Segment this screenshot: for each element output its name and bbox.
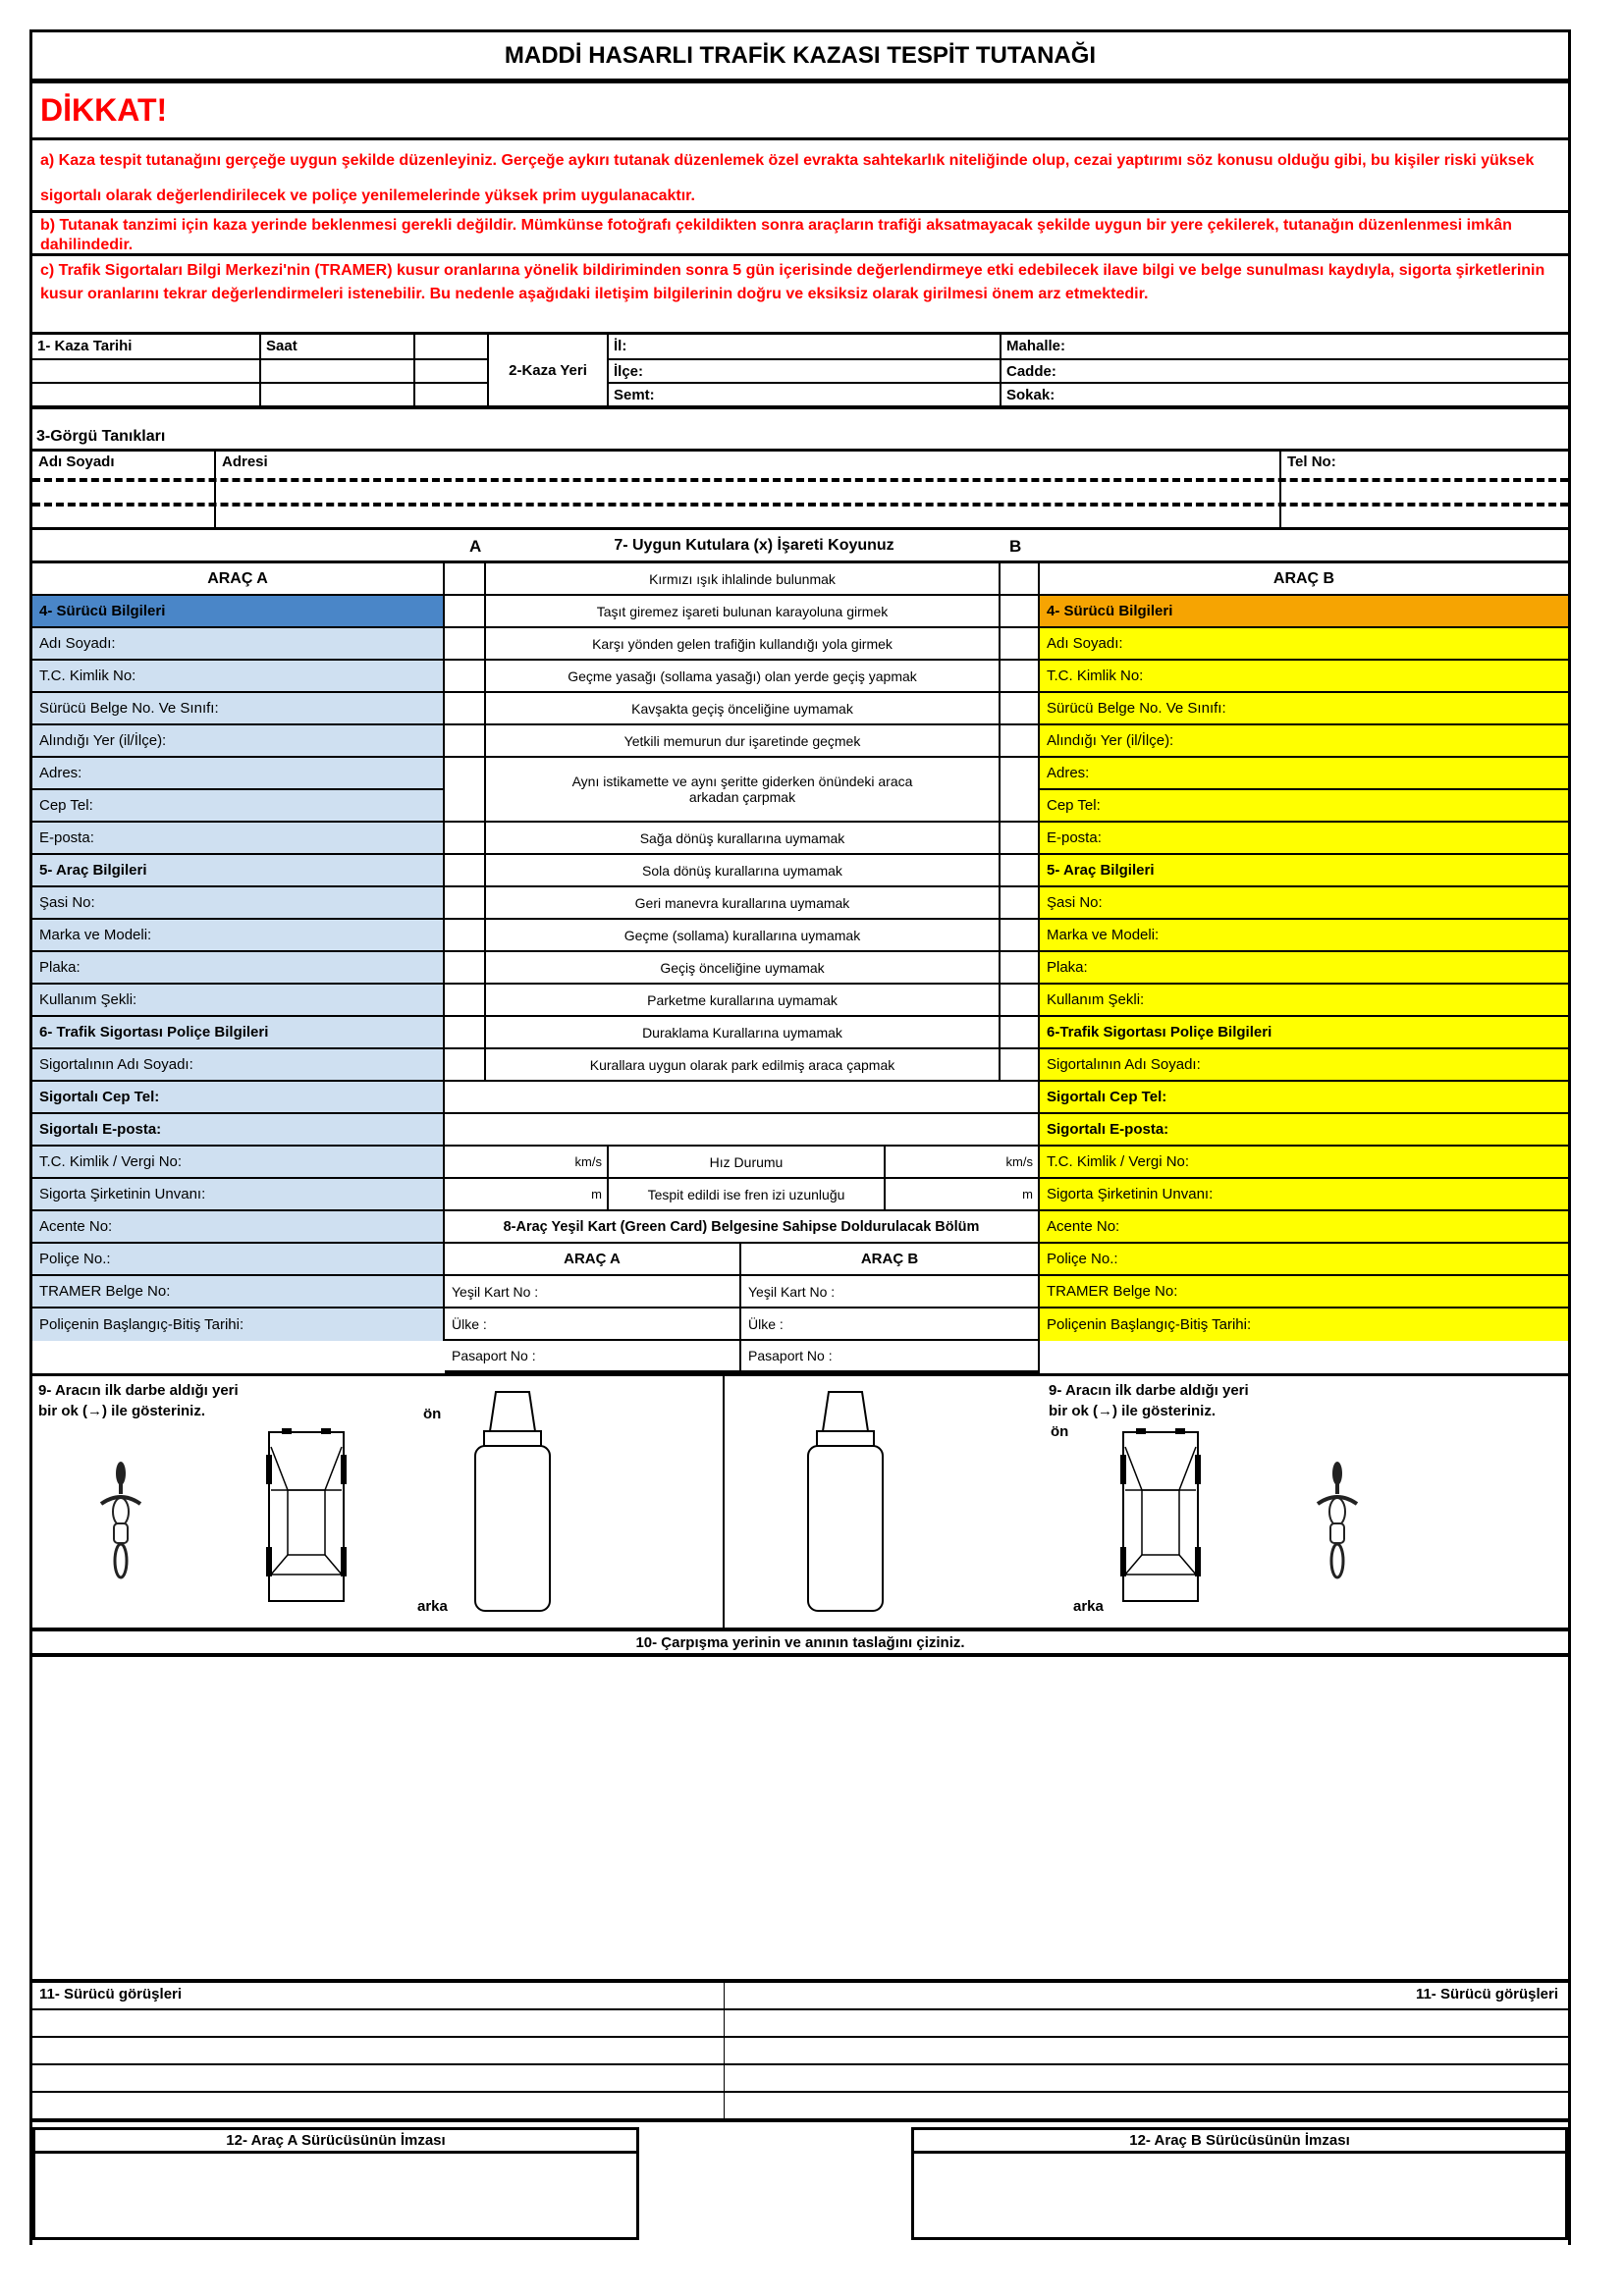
infraction-checkbox-a[interactable]	[445, 1017, 486, 1047]
field-row[interactable]: Poliçenin Başlangıç-Bitiş Tarihi:	[32, 1308, 443, 1341]
field-row[interactable]: Acente No:	[32, 1211, 443, 1244]
speed-a-input[interactable]: km/s	[445, 1147, 609, 1177]
column-b-letter: B	[1009, 537, 1022, 556]
infraction-row	[445, 985, 1038, 1017]
opinion-b-line[interactable]	[725, 2010, 1568, 2036]
field-row[interactable]: Adı Soyadı:	[1040, 628, 1568, 661]
witness-row-1	[32, 478, 1568, 503]
signature-b-block	[911, 2127, 1568, 2240]
field-row[interactable]: T.C. Kimlik No:	[32, 661, 443, 693]
accident-date-input[interactable]	[32, 358, 259, 382]
accident-time-label: Saat	[266, 338, 298, 354]
infraction-label: Kırmızı ışık ihlalinde bulunmak	[486, 563, 999, 594]
field-row[interactable]: Sigorta Şirketinin Unvanı:	[32, 1179, 443, 1211]
field-row[interactable]: Adı Soyadı:	[32, 628, 443, 661]
car-top-icon[interactable]	[266, 1427, 347, 1606]
country-a-field[interactable]: Ülke :	[445, 1308, 741, 1339]
infraction-checkbox-b[interactable]	[999, 628, 1038, 659]
field-row[interactable]: Sigortalı E-posta:	[32, 1114, 443, 1147]
warning-heading: DİKKAT!	[32, 83, 1568, 140]
opinion-b-line[interactable]	[725, 2038, 1568, 2063]
section-row: 6-Trafik Sigortası Poliçe Bilgileri	[1040, 1017, 1568, 1049]
passport-a-field[interactable]: Pasaport No :	[445, 1341, 741, 1370]
infraction-row	[445, 661, 1038, 693]
accident-date-column	[32, 335, 261, 405]
infraction-row	[445, 596, 1038, 628]
field-row[interactable]: Şasi No:	[32, 887, 443, 920]
field-row[interactable]: E-posta:	[32, 823, 443, 855]
opinions-heading-b: 11- Sürücü görüşleri	[1415, 1986, 1558, 2002]
infraction-checkbox-a[interactable]	[445, 823, 486, 853]
impact-section	[32, 1376, 1568, 1628]
middle-column	[445, 563, 1040, 1373]
field-row[interactable]: Marka ve Modeli:	[1040, 920, 1568, 952]
skid-label: Tespit edildi ise fren izi uzunluğu	[609, 1179, 886, 1209]
field-row[interactable]: T.C. Kimlik / Vergi No:	[1040, 1147, 1568, 1179]
infraction-checkbox-b[interactable]	[999, 596, 1038, 626]
field-row[interactable]: TRAMER Belge No:	[1040, 1276, 1568, 1308]
infraction-checkbox-b[interactable]	[999, 887, 1038, 918]
checkbox-instruction: 7- Uygun Kutulara (x) İşareti Koyunuz	[614, 537, 894, 554]
infraction-checkbox-a[interactable]	[445, 628, 486, 659]
infraction-checkbox-a[interactable]	[445, 596, 486, 626]
sketch-area[interactable]	[32, 1657, 1568, 1983]
field-row[interactable]: Adres:	[32, 758, 443, 790]
infraction-checkbox-b[interactable]	[999, 952, 1038, 983]
accident-date-input-2[interactable]	[32, 382, 259, 405]
witness-phone-header: Tel No:	[1287, 454, 1336, 470]
section-row: 6- Trafik Sigortası Poliçe Bilgileri	[32, 1017, 443, 1049]
infraction-checkbox-a[interactable]	[445, 758, 486, 821]
accident-spacer-column	[415, 335, 489, 405]
field-row[interactable]: Adres:	[1040, 758, 1568, 790]
infraction-checkbox-b[interactable]	[999, 661, 1038, 691]
infractions-list	[445, 563, 1038, 1082]
field-row[interactable]: Acente No:	[1040, 1211, 1568, 1244]
accident-place-label: 2-Kaza Yeri	[489, 335, 609, 405]
sketch-heading: 10- Çarpışma yerinin ve anının taslağını çiziniz.	[32, 1628, 1568, 1657]
opinions-section	[32, 1983, 1568, 2122]
signature-a-box[interactable]	[32, 2154, 639, 2240]
greencard-no-b-field[interactable]: Yeşil Kart No :	[748, 1283, 836, 1300]
infraction-checkbox-b[interactable]	[999, 823, 1038, 853]
field-row[interactable]: Plaka:	[32, 952, 443, 985]
field-row[interactable]: Sigortalı Cep Tel:	[1040, 1082, 1568, 1114]
field-row[interactable]: Alındığı Yer (il/İlçe):	[32, 725, 443, 758]
infraction-label: Geri manevra kurallarına uymamak	[486, 887, 999, 918]
infraction-label: Geçiş önceliğine uymamak	[486, 952, 999, 983]
motorcycle-top-icon[interactable]	[97, 1461, 144, 1584]
field-row[interactable]: Sigortalı E-posta:	[1040, 1114, 1568, 1147]
opinion-a-line[interactable]	[32, 2038, 725, 2063]
signature-b-heading: 12- Araç B Sürücüsünün İmzası	[911, 2127, 1568, 2154]
greencard-heading: 8-Araç Yeşil Kart (Green Card) Belgesine Sahipse Doldurulacak Bölüm	[445, 1211, 1038, 1244]
car-top-icon[interactable]	[1120, 1427, 1201, 1606]
infraction-checkbox-a[interactable]	[445, 725, 486, 756]
infraction-checkbox-b[interactable]	[999, 758, 1038, 821]
opinion-a-line[interactable]	[32, 2010, 725, 2036]
infraction-label: Karşı yönden gelen trafiğin kullandığı yola girmek	[486, 628, 999, 659]
field-row[interactable]: E-posta:	[1040, 823, 1568, 855]
accident-time-input-2[interactable]	[261, 382, 413, 405]
place-il-field[interactable]: İl:	[614, 338, 627, 354]
vehicle-a-column	[32, 563, 445, 1341]
witness-address-input[interactable]	[216, 482, 1281, 503]
signatures-section	[32, 2122, 1568, 2245]
witness-row-2	[32, 503, 1568, 527]
field-row[interactable]: Marka ve Modeli:	[32, 920, 443, 952]
field-row[interactable]: Sigortalının Adı Soyadı:	[32, 1049, 443, 1082]
field-row[interactable]: Kullanım Şekli:	[32, 985, 443, 1017]
speed-row	[445, 1147, 1038, 1179]
witness-header-row	[32, 452, 1568, 478]
warning-note-b: b) Tutanak tanzimi için kaza yerinde beklenmesi gerekli değildir. Mümkünse fotoğrafı çekildikten sonra araçların trafiği aksatmayacak şekilde uygun bir yere çekilerek, tutanağın düzenlenmesi imkân dahilindedir.	[32, 213, 1568, 256]
opinion-a-line[interactable]	[32, 2065, 725, 2091]
infraction-row	[445, 855, 1038, 887]
place-mahalle-field[interactable]: Mahalle:	[1006, 338, 1066, 354]
field-row[interactable]: Kullanım Şekli:	[1040, 985, 1568, 1017]
skid-b-input[interactable]: m	[1022, 1187, 1033, 1201]
infraction-checkbox-b[interactable]	[999, 855, 1038, 885]
accident-date-place-table	[32, 335, 1568, 409]
infraction-checkbox-b[interactable]	[999, 725, 1038, 756]
speed-b-input[interactable]: km/s	[1005, 1154, 1033, 1169]
greencard-no-a-field[interactable]: Yeşil Kart No :	[445, 1276, 741, 1307]
truck-top-icon[interactable]	[805, 1390, 886, 1616]
infraction-row	[445, 887, 1038, 920]
infraction-row	[445, 823, 1038, 855]
field-row[interactable]: Cep Tel:	[32, 790, 443, 823]
infraction-checkbox-b[interactable]	[999, 563, 1038, 594]
field-row[interactable]: Sigortalı Cep Tel:	[32, 1082, 443, 1114]
field-row[interactable]: Poliçenin Başlangıç-Bitiş Tarihi:	[1040, 1308, 1568, 1341]
infraction-checkbox-a[interactable]	[445, 920, 486, 950]
field-row[interactable]: Sürücü Belge No. Ve Sınıfı:	[32, 693, 443, 725]
infraction-checkbox-b[interactable]	[999, 1049, 1038, 1080]
field-row[interactable]: Sigortalının Adı Soyadı:	[1040, 1049, 1568, 1082]
place-cadde-field[interactable]: Cadde:	[1001, 358, 1568, 382]
field-row[interactable]: Alındığı Yer (il/İlçe):	[1040, 725, 1568, 758]
witness-address-input[interactable]	[216, 507, 1281, 527]
opinion-a-line[interactable]	[32, 2093, 725, 2118]
infraction-label: Duraklama Kurallarına uymamak	[486, 1017, 999, 1047]
impact-note-b: 9- Aracın ilk darbe aldığı yeri bir ok (→) ile gösteriniz.	[1049, 1382, 1249, 1419]
infraction-checkbox-a[interactable]	[445, 1049, 486, 1080]
infraction-label: Yetkili memurun dur işaretinde geçmek	[486, 725, 999, 756]
vehicle-a-header: ARAÇ A	[32, 563, 443, 596]
witness-name-input[interactable]	[32, 507, 216, 527]
infraction-row	[445, 693, 1038, 725]
greencard-columns	[445, 1244, 1038, 1276]
infraction-label: Sola dönüş kurallarına uymamak	[486, 855, 999, 885]
witnesses-heading: 3-Görgü Tanıkları	[36, 428, 166, 445]
infraction-label: Sağa dönüş kurallarına uymamak	[486, 823, 999, 853]
infraction-checkbox-b[interactable]	[999, 920, 1038, 950]
witness-phone-input[interactable]	[1281, 507, 1568, 527]
back-label-b: arka	[1073, 1598, 1104, 1615]
back-label-a: arka	[417, 1598, 448, 1615]
witnesses-table	[32, 449, 1568, 530]
accident-place-left-column	[609, 335, 1001, 405]
accident-time-column	[261, 335, 415, 405]
truck-top-icon[interactable]	[472, 1390, 553, 1616]
country-b-field[interactable]: Ülke :	[748, 1315, 784, 1332]
opinions-heading-a: 11- Sürücü görüşleri	[32, 1983, 725, 2008]
infraction-checkbox-a[interactable]	[445, 985, 486, 1015]
vehicle-b-header: ARAÇ B	[1040, 563, 1568, 596]
witness-name-header: Adı Soyadı	[32, 452, 216, 478]
vehicle-b-column	[1040, 563, 1568, 1341]
field-row[interactable]: Poliçe No.:	[1040, 1244, 1568, 1276]
greencard-no-row	[445, 1276, 1038, 1308]
infraction-checkbox-a[interactable]	[445, 661, 486, 691]
section-row: 4- Sürücü Bilgileri	[1040, 596, 1568, 628]
infraction-label: Geçme (sollama) kurallarına uymamak	[486, 920, 999, 950]
speed-label: Hız Durumu	[609, 1147, 886, 1177]
infraction-row	[445, 725, 1038, 758]
infraction-row	[445, 952, 1038, 985]
infraction-row	[445, 758, 1038, 823]
form-title: MADDİ HASARLI TRAFİK KAZASI TESPİT TUTANAĞI	[32, 32, 1568, 83]
field-row[interactable]: Sigorta Şirketinin Unvanı:	[1040, 1179, 1568, 1211]
infraction-label: Kurallara uygun olarak park edilmiş araca çapmak	[486, 1049, 999, 1080]
infraction-checkbox-a[interactable]	[445, 887, 486, 918]
motorcycle-top-icon[interactable]	[1314, 1461, 1361, 1584]
infraction-checkbox-a[interactable]	[445, 952, 486, 983]
infraction-label: Aynı istikamette ve aynı şeritte giderken önündeki araca arkadan çarpmak	[486, 758, 999, 821]
field-row[interactable]: Poliçe No.:	[32, 1244, 443, 1276]
passport-b-field[interactable]: Pasaport No :	[748, 1348, 833, 1363]
infraction-row	[445, 628, 1038, 661]
opinion-b-line[interactable]	[725, 2065, 1568, 2091]
field-row[interactable]: Sürücü Belge No. Ve Sınıfı:	[1040, 693, 1568, 725]
infraction-checkbox-b[interactable]	[999, 693, 1038, 723]
accident-date-label: 1- Kaza Tarihi	[37, 338, 133, 354]
front-label-b: ön	[1051, 1423, 1069, 1440]
column-a-letter: A	[469, 537, 482, 556]
section-row: 4- Sürücü Bilgileri	[32, 596, 443, 628]
middle-blank-cell	[445, 1082, 1038, 1147]
infraction-label: Kavşakta geçiş önceliğine uymamak	[486, 693, 999, 723]
infraction-row	[445, 1017, 1038, 1049]
greencard-col-b-header: ARAÇ B	[860, 1251, 919, 1267]
greencard-country-row	[445, 1308, 1038, 1341]
passport-row	[445, 1341, 1038, 1373]
infraction-label: Parketme kurallarına uymamak	[486, 985, 999, 1015]
infraction-checkbox-a[interactable]	[445, 693, 486, 723]
place-sokak-field[interactable]: Sokak:	[1001, 382, 1568, 405]
infraction-row	[445, 1049, 1038, 1082]
infraction-row	[445, 920, 1038, 952]
signature-a-block	[32, 2127, 639, 2240]
front-label-a: ön	[423, 1406, 442, 1422]
vehicle-b-rows	[1040, 596, 1568, 1341]
opinion-b-line[interactable]	[725, 2093, 1568, 2118]
accident-place-right-column	[1001, 335, 1568, 405]
center-divider	[723, 1376, 725, 1628]
signature-b-box[interactable]	[911, 2154, 1568, 2240]
field-row[interactable]: T.C. Kimlik / Vergi No:	[32, 1147, 443, 1179]
place-semt-field[interactable]: Semt:	[609, 382, 1000, 405]
accident-time-input[interactable]	[261, 358, 413, 382]
infraction-checkbox-b[interactable]	[999, 1017, 1038, 1047]
skid-row	[445, 1179, 1038, 1211]
greencard-col-a-header: ARAÇ A	[445, 1244, 741, 1274]
checkbox-section-header	[32, 535, 1568, 561]
infraction-label: Geçme yasağı (sollama yasağı) olan yerde geçiş yapmak	[486, 661, 999, 691]
witness-phone-input[interactable]	[1281, 482, 1568, 503]
witness-name-input[interactable]	[32, 482, 216, 503]
vehicle-a-rows	[32, 596, 443, 1341]
field-row[interactable]: Plaka:	[1040, 952, 1568, 985]
section-row: 5- Araç Bilgileri	[1040, 855, 1568, 887]
section-row: 5- Araç Bilgileri	[32, 855, 443, 887]
infraction-label: Taşıt giremez işareti bulunan karayoluna girmek	[486, 596, 999, 626]
field-row[interactable]: TRAMER Belge No:	[32, 1276, 443, 1308]
field-row[interactable]: Cep Tel:	[1040, 790, 1568, 823]
infraction-row	[445, 563, 1038, 596]
vehicle-info-table	[32, 561, 1568, 1376]
infraction-checkbox-a[interactable]	[445, 563, 486, 594]
infraction-checkbox-b[interactable]	[999, 985, 1038, 1015]
accident-report-form	[29, 29, 1571, 2245]
signature-a-heading: 12- Araç A Sürücüsünün İmzası	[32, 2127, 639, 2154]
warning-note-c: c) Trafik Sigortaları Bilgi Merkezi'nin (TRAMER) kusur oranlarına yönelik bildiriminden sonra 5 gün içerisinde değerlendirmeye etki edebilecek ilave bilgi ve belge sunulması kaydıyla, sigorta şirketlerinin kusur oranlarını tekrar değerlendirmeleri istenebilir. Bu nedenle aşağıdaki iletişim bilgilerinin doğru ve eksiksiz olarak girilmesi önem arz etmektedir.	[32, 256, 1568, 335]
impact-note-a: 9- Aracın ilk darbe aldığı yeri bir ok (→) ile gösteriniz.	[38, 1382, 239, 1419]
field-row[interactable]: T.C. Kimlik No:	[1040, 661, 1568, 693]
place-ilce-field[interactable]: İlçe:	[609, 358, 1000, 382]
infraction-checkbox-a[interactable]	[445, 855, 486, 885]
field-row[interactable]: Şasi No:	[1040, 887, 1568, 920]
skid-a-input[interactable]: m	[445, 1179, 609, 1209]
witness-address-header: Adresi	[216, 452, 1281, 478]
warning-note-a: a) Kaza tespit tutanağını gerçeğe uygun şekilde düzenleyiniz. Gerçeğe aykırı tutanak düzenlemek özel evrakta sahtekarlık niteliğinde olup, cezai yaptırımı söz konusu olduğu gibi, bu kişiler riski yüksek sigortalı olarak değerlendirilecek ve poliçe yenilemelerinde yüksek prim uygulanacaktır.	[32, 140, 1568, 213]
